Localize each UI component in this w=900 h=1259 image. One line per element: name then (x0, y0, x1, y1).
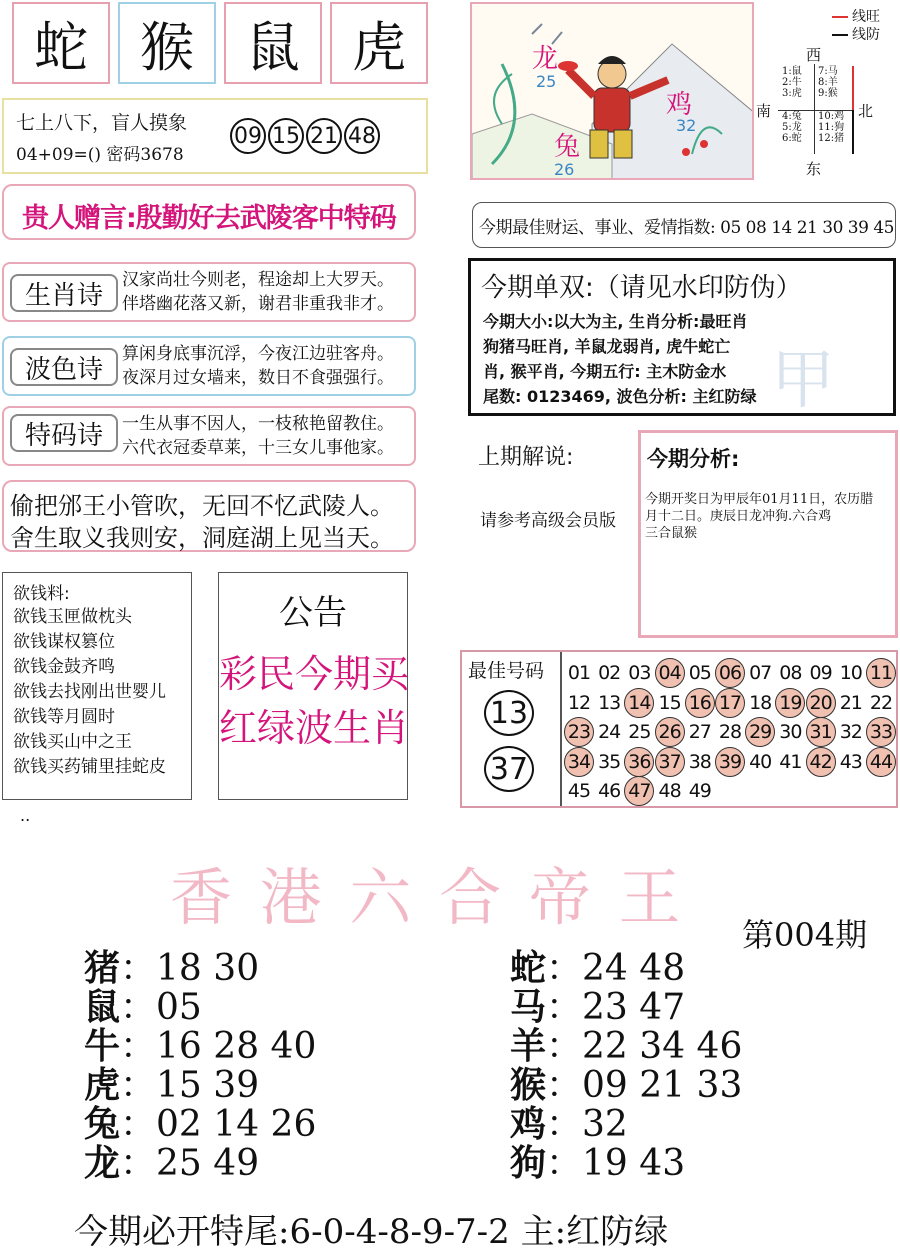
compass-east: 东 (806, 160, 822, 178)
list-item: 欲钱买药铺里挂蛇皮 (13, 757, 166, 777)
grid-number: 15 (658, 691, 681, 714)
grid-number: 01 (567, 662, 591, 684)
list-item: 牛：16 28 40 (84, 1025, 317, 1067)
grid-number-highlighted: 37 (655, 747, 685, 777)
poem-text (122, 342, 394, 390)
list-item: 欲钱谋权篡位 (13, 632, 115, 652)
list-item: 鸡：32 (510, 1103, 628, 1145)
list-item: 虎：15 39 (84, 1064, 260, 1106)
grid-number-highlighted: 06 (715, 658, 745, 688)
picture-num-long: 25 (536, 72, 557, 91)
grid-number: 35 (598, 750, 621, 773)
grid-number: 30 (779, 721, 802, 743)
poem-text (122, 412, 394, 460)
grid-number: 18 (749, 691, 772, 714)
list-item: 马：23 47 (510, 986, 686, 1028)
compass-north: 北 (858, 102, 874, 120)
poem-row-bose (2, 336, 416, 396)
poem-label: 波色诗 (10, 348, 118, 386)
grid-number-highlighted: 42 (806, 747, 836, 777)
grid-number-highlighted: 29 (745, 717, 775, 747)
picture-label-tu: 兔 (554, 132, 581, 162)
grid-number: 02 (598, 662, 621, 684)
illustration-art (472, 4, 754, 180)
list-item: 兔：02 14 26 (84, 1103, 317, 1145)
legend-fang: 线防 (852, 27, 880, 43)
grid-number-highlighted: 33 (866, 717, 896, 747)
list-item: 欲钱金鼓齐鸣 (13, 657, 115, 677)
grid-number: 27 (688, 721, 711, 743)
verse-box (2, 480, 416, 552)
zodiac-text: 猴 (140, 15, 194, 79)
danshuang-line: 狗猪马旺肖, 羊鼠龙弱肖, 虎牛蛇亡 (483, 337, 731, 356)
grid-number: 13 (598, 691, 621, 714)
best-number: 37 (484, 746, 534, 792)
shangqi-title: 上期解说: (478, 445, 574, 470)
zodiac-text: 虎 (352, 15, 406, 79)
grid-number-highlighted: 11 (866, 658, 896, 688)
poem-line: 夜深月过女墙来，数日不食强强行。 (122, 368, 394, 388)
list-item: 欲钱玉匣做枕头 (13, 607, 132, 627)
grid-number: 09 (809, 662, 832, 684)
poem-line: 伴塔幽花落又新，谢君非重我非才。 (122, 294, 394, 314)
list-item: 欲钱等月圆时 (13, 707, 115, 727)
notice-box (218, 572, 408, 800)
zodiac-box-3 (224, 2, 322, 84)
compass (756, 44, 900, 180)
riddle-box (2, 98, 428, 174)
compass-west: 西 (806, 46, 822, 64)
danshuang-line: 肖, 猴平肖, 今期五行: 主木防金水 (483, 362, 727, 381)
grid-number: 45 (567, 780, 591, 802)
danshuang-line: 今期大小:以大为主, 生肖分析:最旺肖 (483, 312, 748, 331)
grid-number: 08 (779, 662, 802, 684)
grid-number: 41 (779, 750, 802, 773)
legend-wang: 线旺 (852, 9, 880, 25)
guiren-box (2, 184, 416, 240)
notice-title: 公告 (279, 593, 347, 633)
zodiac-text: 鼠 (246, 15, 300, 79)
fenxi-title: 今期分析: (647, 447, 740, 471)
best-grid-box (460, 650, 898, 808)
grid-number: 03 (628, 662, 651, 684)
grid-number: 07 (749, 662, 772, 684)
list-item: 欲钱去找刚出世婴儿 (13, 682, 166, 702)
list-item: 猴：09 21 33 (510, 1064, 743, 1106)
issue-number: 第004期 (742, 916, 868, 954)
list-item: 鼠：05 (84, 986, 202, 1028)
riddle-number: 48 (344, 118, 380, 154)
grid-number-highlighted: 39 (715, 747, 745, 777)
zodiac-text: 蛇 (34, 15, 88, 79)
yuqian-list (13, 605, 166, 780)
shangqi-text: 请参考高级会员版 (480, 511, 616, 531)
verse-line-2: 舍生取义我则安，洞庭湖上见当天。 (10, 524, 394, 552)
poem-line: 六代衣冠委草莱，十三女儿事他家。 (122, 438, 394, 458)
grid-number: 12 (567, 691, 591, 714)
riddle-line-1: 七上八下，盲人摸象 (16, 112, 188, 134)
grid-number: 40 (749, 750, 772, 773)
danshuang-line: 尾数: 0123469, 波色分析: 主红防绿 (483, 387, 757, 406)
grid-number-highlighted: 47 (624, 776, 654, 806)
zodiac-box-4 (330, 2, 428, 84)
grid-number-highlighted: 44 (866, 747, 896, 777)
grid-number-highlighted: 19 (775, 688, 805, 718)
danshuang-title: 今期单双:（请见水印防伪） (481, 273, 802, 303)
grid-number-highlighted: 17 (715, 688, 745, 718)
legend (832, 8, 880, 44)
poem-label: 生肖诗 (10, 274, 118, 312)
picture-label-long: 龙 (532, 44, 559, 74)
riddle-line-2: 04+09=() 密码3678 (16, 145, 184, 165)
danshuang-watermark: 甲 (771, 344, 835, 416)
danshuang-box (468, 258, 896, 416)
fenxi-box (638, 430, 898, 638)
grid-number-highlighted: 34 (564, 747, 594, 777)
fortune-text: 今期最佳财运、事业、爱情指数: 05 08 14 21 30 39 45 (479, 218, 894, 238)
picture-num-tu: 26 (554, 160, 575, 179)
yuqian-box (2, 572, 192, 800)
poem-row-shengxiao (2, 262, 416, 322)
notice-line-1: 彩民今期买 (219, 652, 410, 696)
notice-line-2: 红绿波生肖 (219, 706, 410, 750)
poem-label: 特码诗 (10, 414, 118, 452)
poem-row-tema (2, 406, 416, 466)
grid-number: 32 (839, 721, 862, 743)
grid-number-highlighted: 14 (624, 688, 654, 718)
grid-number: 49 (688, 780, 711, 802)
brand-title: 香 港 六 合 帝 王 (170, 861, 685, 934)
riddle-number: 15 (268, 118, 304, 154)
list-item: 龙：25 49 (84, 1142, 260, 1184)
compass-south: 南 (756, 102, 772, 120)
zodiac-box-1 (12, 2, 110, 84)
verse-line-1: 偷把邠王小管吹，无回不忆武陵人。 (10, 492, 394, 520)
danshuang-lines (483, 309, 757, 409)
fortune-box (472, 202, 896, 248)
list-item: 猪：18 30 (84, 947, 260, 989)
list-item: 蛇：24 48 (510, 947, 686, 989)
poem-line: 汉家尚壮今则老，程途却上大罗天。 (122, 270, 394, 290)
riddle-numbers (230, 118, 382, 154)
grid-number-highlighted: 36 (624, 747, 654, 777)
grid-number-highlighted: 23 (564, 717, 594, 747)
grid-number: 22 (869, 691, 893, 714)
grid-number: 25 (628, 721, 651, 743)
grid-number: 46 (598, 780, 621, 802)
grid-number-highlighted: 20 (806, 688, 836, 718)
list-item: 欲钱买山中之王 (13, 732, 132, 752)
list-item: 狗：19 43 (510, 1142, 686, 1184)
yuqian-title: 欲钱料: (13, 584, 70, 604)
dots: .. (20, 806, 31, 825)
footer-text: 今期必开特尾:6-0-4-8-9-7-2 主:红防绿 (74, 1212, 669, 1252)
grid-number-highlighted: 04 (655, 658, 685, 688)
compass-col-1: 1:鼠 2:牛 3:虎 4:兔 5:龙 6:蛇 (782, 66, 802, 144)
fenxi-text: 今期开奖日为甲辰年01月11日，农历腊 月十二日。庚辰日龙冲狗.六合鸡 三合鼠猴 (645, 492, 874, 541)
poem-line: 算闲身底事沉浮，今夜江边驻客舟。 (122, 344, 394, 364)
grid-number: 28 (718, 721, 742, 743)
riddle-number: 21 (306, 118, 342, 154)
grid-number: 21 (839, 691, 862, 714)
best-number: 13 (484, 690, 534, 736)
grid-number: 24 (598, 721, 621, 743)
grid-number: 48 (658, 780, 681, 802)
number-grid (564, 658, 898, 808)
illustration (470, 2, 754, 180)
guiren-text: 贵人赠言:殷勤好去武陵客中特码 (22, 203, 396, 234)
grid-number-highlighted: 31 (806, 717, 836, 747)
picture-num-ji: 32 (676, 116, 697, 135)
compass-col-2: 7:马 8:羊 9:猴 10:鸡 11:狗 12:猪 (818, 66, 845, 144)
zodiac-box-2 (118, 2, 216, 84)
grid-number: 05 (688, 662, 711, 684)
grid-number: 43 (839, 750, 862, 773)
picture-label-ji: 鸡 (666, 90, 693, 120)
riddle-number: 09 (230, 118, 266, 154)
poem-line: 一生从事不因人，一枝秾艳留教住。 (122, 414, 394, 434)
grid-number: 38 (688, 750, 711, 773)
grid-number-highlighted: 26 (655, 717, 685, 747)
poem-text (122, 268, 394, 316)
best-title: 最佳号码 (468, 660, 545, 682)
grid-number: 10 (839, 662, 862, 684)
grid-number-highlighted: 16 (685, 688, 715, 718)
list-item: 羊：22 34 46 (510, 1025, 743, 1067)
